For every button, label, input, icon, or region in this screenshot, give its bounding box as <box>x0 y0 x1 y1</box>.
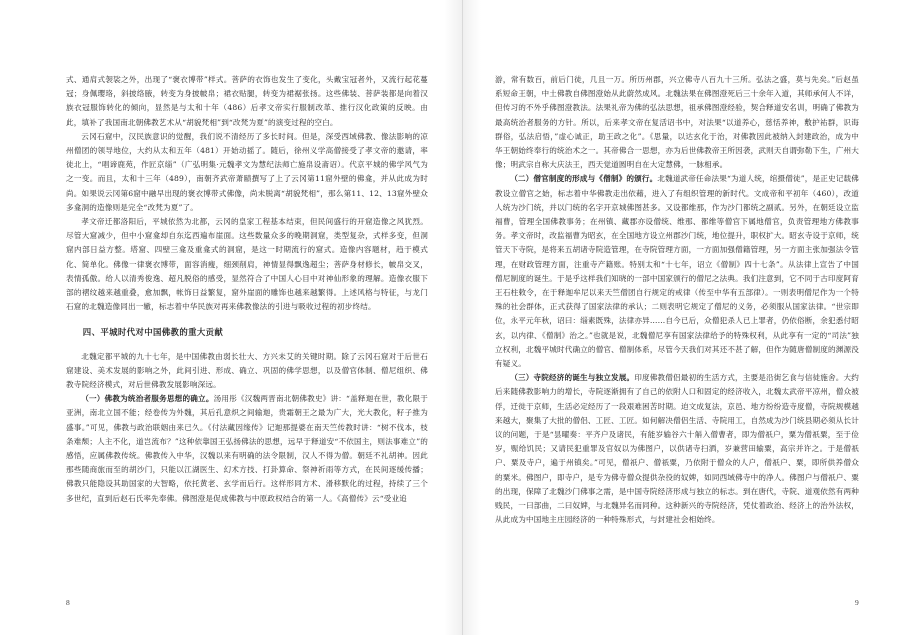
paragraph: 式、通肩式袈裟之外，出现了“褒衣博带”样式。菩萨的衣饰也发生了变化，头戴宝冠者外，又流行起花蔓冠；身佩璎珞，斜披络腋，转变为身披帔帛；裙衣贴腿，转变为裙裾张扬。这些佛装、菩萨装都是向着汉族衣冠服饰转化的倾向，显然是与太和十年（486）后孝文帝实行服制改革、推行汉化政策的反映。由此，填补了我国南北朝佛教艺术从“胡貌梵相”到“改梵为夏”的演变过程的空白。 <box>66 75 428 127</box>
paragraph-body: 汤用彤《汉魏两晋南北朝佛教史》讲：“盖释迦在世，教化限于亚洲，南北立国不能；经卷传为外魏，其后孔意炽之间输迦，贵霜朝王之最为广大，光大教化，籽子推为盛事。”可见，佛教与政治联姻由来已久。《付法藏因缘传》记迦那提婆在南天竺传教时讲：“树不伐本，枝条难颓；人主不化，道岂流布？”这种依靠国王弘扬佛法的思想，远早于释道安“不依国主，则法事难立”的感悟，应属佛教传统。佛教传入中华，汉魏以来有明确的法令限制，汉人不得为僧。朝廷不礼胡神。因此那些随商旅而至的胡沙门，只能以江湖医生、幻术方技、打卦算命、祭神祈雨等方式，在民间逐缓传播；佛教只能隐设其助国家的大智略，依托黄老、玄学而后行。这样形同方术、滑移默化的过程，持续了三个多世纪，直到后赵石氏率先奉佛。佛图澄是促成佛教与中原政权结合的第一人。《高僧传》云“受业追 <box>66 394 428 503</box>
paragraph: 游，常有数百，前后门徒，几且一万。所历州郡，兴立佛寺八百九十三所。弘法之盛，莫与先矣。”后赵虽系短命王朝，中土佛教自佛图澄始从此蔚然成风。北魏法果在佛图澄死后三十余年入道，其师承何人不详，但传习的不外乎佛图澄教法。法果礼帝为佛的弘法思想，祖承佛图澄经验，契合释道安名训，明确了佛教为最高统治者服务的方针。所以，后来孝文帝在复活诏书中，对法果“以道养心，慈恬养神，敷护祐群，识诲群俗，弘法启悟，”虚心诚正，助王政之化”。《思量，以达玄化于治，对佛教因此被纳入封建政治，成为中华王朝始终奉行的统治术之一。其帝佛合一思想，亦为后世佛教帝王所因袭，武则天自谓弥勒下生，广州大像；明武宗自称大庆法王，西天觉道圆明自在大定慧佛，一脉相承。 <box>495 75 859 170</box>
left-text-block <box>66 73 428 506</box>
page-number: 9 <box>855 598 859 607</box>
subsection-heading: （三）寺院经济的诞生与独立发展。 <box>510 373 635 383</box>
paragraph <box>495 371 859 527</box>
gutter-shadow <box>444 0 462 635</box>
right-text-block <box>495 73 859 528</box>
paragraph-body: 印度佛教僧侣最初的生活方式，主要是沿街乞食与信徒施舍。大约后来随佛教影响力的增长，寺院逐渐拥有了自己的依附人口和固定的经济收入，北魏太武帝平凉州，僧众被俘，迁徙于京师，生活必定经历了一段艰难困苦时期。迫文成复法，京邑、地方纷纷造寺度僧，寺院规模越来越大，聚集了大批的僧侣、工匠、工匠。如何解决僧侣生活、寺院用工，自然成为沙门统县期必须从长计议的问题，于是“昙曜奏：平齐户及诸民，有能岁输谷六十斛入僧曹者，即为僧祇户，粟为僧祇粟，至于俭岁，赈给饥民；又请民犯重罪及官奴以为佛图户，以供诸寺扫洒，岁兼营田输粟，高宗并许之。于是僧祇户、粟及寺户，遍于州镇矣。”可见，僧祇户、僧祇粟，乃依附于僧众的人户，僧祇户、粟，即所供养僧众的粟米。佛图户，即寺户，是专为佛寺僧众提供杂役的奴婢，如同西域佛寺中的净人。佛图户与僧祇户、粟的出现，保障了北魏沙门佛事之需，是中国寺院经济形成与独立的标志。到在唐代，寺院、道观依然有两种贱民，一曰部曲，二曰奴婢，与北魏异名而同种。这种新兴的寺院经济，凭仗着政治、经济上的治外法权，从此成为中国地主庄园经济的一种特殊形式，与封建社会相始终。 <box>495 373 859 525</box>
paragraph-body: 北魏道武帝任命法果“为道人统，绾摄僧徒”，是正史记载佛教设立僧官之始，标志着中华佛教走出依藉，进入了有组织管理的新时代。文成帝和平初年（460），改道人统为沙门统，并以门统的名字开京城佛图甚多。又设都维那，作为沙门都统之副贰。另外，在朝廷设立监福曹，管理全国佛教事务；在州镇、藏郡亦设僧统、维那、都维等僧官下属地僧官，负责管理地方佛教事务。孝文帝时，改监福曹为昭玄，在全国地方设立州郡沙门统，地位提升，职权扩大。昭玄寺设于京师，统管天下寺院，是将来五胡诸寺院造管理，在寺院管理方面，一方面加强僧籍管理，另一方面主张加强法令管理，在财政管理方面，注重寺产籍账。特别太和“十七年，诏立《僧制》四十七条”。从法律上宣告了中国僧尼制度的诞生。于是乎这样我们知晓的一部中国家颁行的僧尼之法典。我们注意到，它不同于古印度阿育王石柱敕令，在于释迦牟尼以来天竺僧团自行规定的戒律（传至中华有五部律）。一则表明僧尼作为一个特殊的社会群体，正式获得了国家法律的承认；二则表明它规定了僧尼的义务，必须服从国家法律。“世宗即位，永平元年秋，诏曰：缁素既殊，法律亦异……自今已后，众僧犯杀人已上罪者，仍依俗断，余犯悉付昭玄，以内律、《僧制》治之。”也就是说，北魏僧尼享有国家法律给予的特殊权利，从此享有一定的“司法”独立权利，北魏平城时代确立的僧官、僧制体系，尽管今天我们对其还不甚了解，但作为随唐僧制度的渊源没有疑义。 <box>495 174 859 369</box>
subsection-heading: （一）佛教为统治者服务思想的确立。 <box>81 394 214 404</box>
gutter-shadow <box>463 0 481 635</box>
subsection-heading: （二）僧官制度的形成与《僧制》的颁行。 <box>510 174 658 184</box>
paragraph: 云冈石窟中，汉民族意识的觉醒，我们说不清经历了多长时间。但是，深受西域佛教、像法影响的凉州僧团的领导地位，大约从太和五年（481）开始动摇了。随后，徐州义学高僧接受了孝文帝的邀请，率徒北上，“唱谛鹿苑，作匠京缁”（广弘明集·元魏孝文为慧纪法师亡施帛设斋诏）。代京平城的佛学风气为之一变。而且，太和十三年（489），南朝齐武帝萧赜撰写了上了云冈第11窟外壁的佛龛，并从此成为时尚。如果说云冈第6窟中融早出现的褒衣博带式佛像，尚未脱离“胡貌梵相”，那么第11、12、13窟外壁众多龛洞的造像则是完全“改梵为夏”了。 <box>66 131 428 212</box>
paragraph: 北魏定都平城的九十七年，是中国佛教由弱长壮大、方兴未艾的关键时期。除了云冈石窟对于后世石窟建设、美术发展的影响之外，此间引进、形成、确立、巩固的佛学思想，以及僧官体制、僧尼组织、佛教寺院经济模式，对后世佛教发展影响深远。 <box>66 351 428 390</box>
section-heading: 四、平城时代对中国佛教的重大贡献 <box>82 327 224 338</box>
right-page <box>463 0 924 635</box>
paragraph: 孝文帝迁都洛阳后，平城依然为北都，云冈的皇家工程基本结束，但民间盛行的开窟造像之风犹烈。尽管大窟减少，但中小窟龛却自东迄西遍布崖面。这些数量众多的晚期洞窟，类型复杂，式样多变，但洞窟内部日益方整。塔窟、四壁三龛及重龛式的洞窟，是这一时期流行的窟式。造像内容题材，趋于模式化、简单化。佛像一律褒衣博带，面容消瘦，细颈削肩，神情显得飘逸超尘；菩萨身材修长，帔帛交叉，表情孤傲。给人以清秀俊逸、超凡脱俗的感受，显然符合了中国人心目中对神仙形象的理解。造像衣服下部的褶纹越来越重叠，愈加飘，帐饰日益繁复，窟外崖面的雕饰也越来越繁得。上述风格与特征，与龙门石窟的北魏造像同出一辙，标志着中华民族对再来佛教像法的引进与吸收过程的初步终结。 <box>66 217 428 312</box>
paragraph <box>66 392 428 506</box>
paragraph <box>495 172 859 371</box>
page-number: 8 <box>66 598 70 607</box>
